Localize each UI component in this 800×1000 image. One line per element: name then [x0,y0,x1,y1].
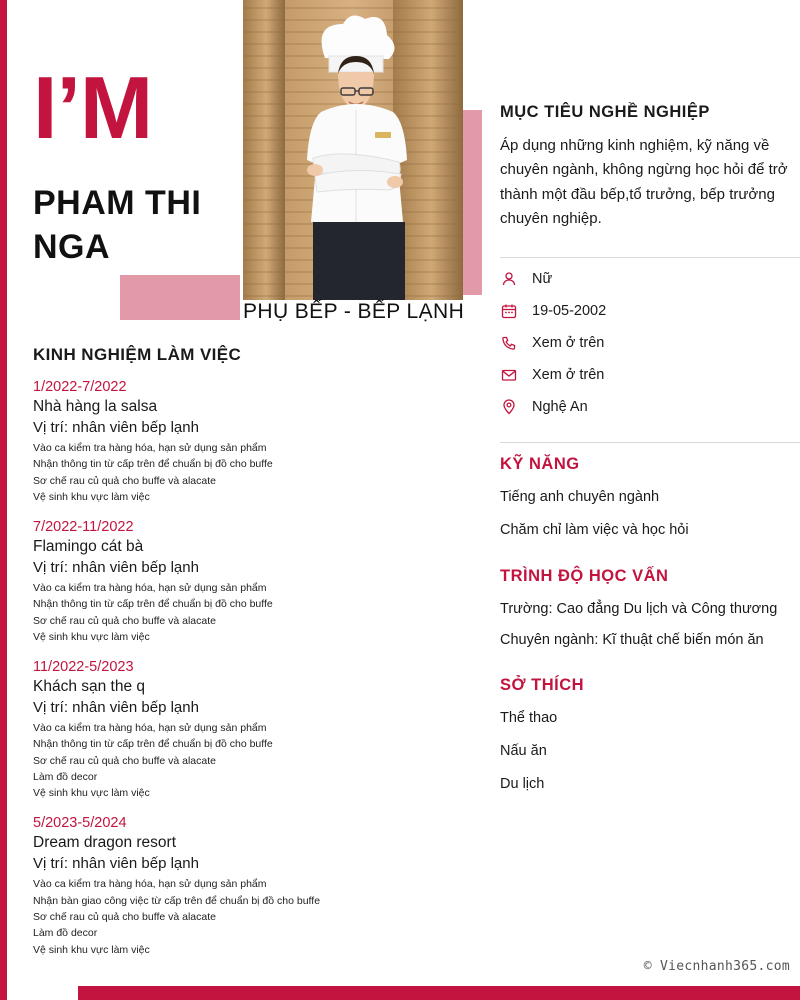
experience-item [33,379,473,505]
experience-date: 7/2022-11/2022 [33,519,134,536]
contact-value: Nữ [532,271,553,288]
experience-bullet: Nhận thông tin từ cấp trên để chuẩn bị đồ cho buffe [33,598,273,611]
hobby-item: Du lịch [500,776,545,793]
experience-bullet: Làm đồ decor [33,927,98,940]
location-pin-icon [500,398,518,416]
contact-value: Xem ở trên [532,367,605,384]
contact-row-phone [500,334,800,352]
hobby-item: Thể thao [500,709,558,726]
divider-top [500,257,800,258]
contact-value: Nghệ An [532,399,588,416]
education-line: Chuyên ngành: Kĩ thuật chế biến món ăn [500,631,764,648]
experience-bullets [33,440,473,505]
experience-bullet: Làm đồ decor [33,770,98,783]
experience-company: Flamingo cát bà [33,538,144,556]
job-title: PHỤ BẾP - BẾP LẠNH [243,300,465,323]
experience-date: 11/2022-5/2023 [33,659,134,676]
objective-text: Áp dụng những kinh nghiệm, kỹ năng về chuyên ngành, không ngừng học hỏi để trở thành một đầu bếp,tổ trưởng, bếp trưởng chuyên nghiệp. [500,137,788,227]
experience-bullet: Vào ca kiểm tra hàng hóa, hạn sử dụng sản phẩm [33,722,267,735]
experience-heading: KINH NGHIỆM LÀM VIỆC [33,345,242,364]
experience-bullets [33,720,473,801]
experience-bullet: Vệ sinh khu vực làm việc [33,943,150,956]
experience-item [33,659,473,801]
name-pink-block [120,275,240,320]
footer-watermark: © Viecnhanh365.com [643,959,790,974]
identity-block [33,0,483,269]
experience-bullet: Sơ chế rau củ quả cho buffe và alacate [33,910,216,923]
experience-bullet: Nhận thông tin từ cấp trên để chuẩn bị đồ cho buffe [33,458,273,471]
education-line: Trường: Cao đẳng Du lịch và Công thương [500,600,778,617]
experience-bullet: Nhận bàn giao công việc từ cấp trên để chuẩn bị đồ cho buffe [33,894,321,907]
contact-row-birthdate [500,302,800,320]
mail-icon [500,366,518,384]
right-column [500,103,800,807]
contact-value: Xem ở trên [532,335,605,352]
contact-row-location [500,398,800,416]
experience-bullet: Nhận thông tin từ cấp trên để chuẩn bị đồ cho buffe [33,738,273,751]
im-wordmark: I’M [33,58,153,157]
experience-item [33,815,473,957]
experience-bullet: Vào ca kiểm tra hàng hóa, hạn sử dụng sản phẩm [33,582,267,595]
hobbies-heading: SỞ THÍCH [500,675,585,694]
experience-bullet: Vào ca kiểm tra hàng hóa, hạn sử dụng sản phẩm [33,878,267,891]
experience-bullet: Vệ sinh khu vực làm việc [33,630,150,643]
skills-heading: KỸ NĂNG [500,455,580,474]
experience-bullets [33,876,473,957]
experience-date: 5/2023-5/2024 [33,815,127,832]
skill-item: Tiếng anh chuyên ngành [500,489,660,506]
experience-company: Khách sạn the q [33,678,146,696]
contact-row-gender [500,270,800,288]
experience-bullet: Vệ sinh khu vực làm việc [33,787,150,800]
contact-value: 19-05-2002 [532,303,607,320]
divider-skills [500,442,800,443]
objective-heading: MỤC TIÊU NGHỀ NGHIỆP [500,103,710,121]
experience-section [33,345,473,972]
experience-bullet: Vệ sinh khu vực làm việc [33,490,150,503]
candidate-name: PHAM THI NGA [33,184,202,266]
hobby-item: Nấu ăn [500,743,547,760]
experience-role: Vị trí: nhân viên bếp lạnh [33,419,199,436]
person-icon [500,270,518,288]
experience-item [33,519,473,645]
experience-role: Vị trí: nhân viên bếp lạnh [33,559,199,577]
experience-company: Dream dragon resort [33,834,177,852]
experience-role: Vị trí: nhân viên bếp lạnh [33,855,199,873]
experience-bullet: Sơ chế rau củ quả cho buffe và alacate [33,474,216,487]
experience-bullet: Sơ chế rau củ quả cho buffe và alacate [33,754,216,767]
contact-list [500,270,800,416]
experience-company: Nhà hàng la salsa [33,398,158,415]
contact-row-email [500,366,800,384]
phone-icon [500,334,518,352]
bottom-accent-bar [78,986,800,1000]
calendar-icon [500,302,518,320]
education-heading: TRÌNH ĐỘ HỌC VẤN [500,566,669,585]
experience-bullet: Sơ chế rau củ quả cho buffe và alacate [33,614,216,627]
experience-bullet: Vào ca kiểm tra hàng hóa, hạn sử dụng sản phẩm [33,442,267,454]
left-accent-bar [0,0,7,1000]
skill-item: Chăm chỉ làm việc và học hỏi [500,522,689,539]
experience-date: 1/2022-7/2022 [33,379,127,395]
experience-role: Vị trí: nhân viên bếp lạnh [33,699,199,717]
experience-bullets [33,580,473,645]
